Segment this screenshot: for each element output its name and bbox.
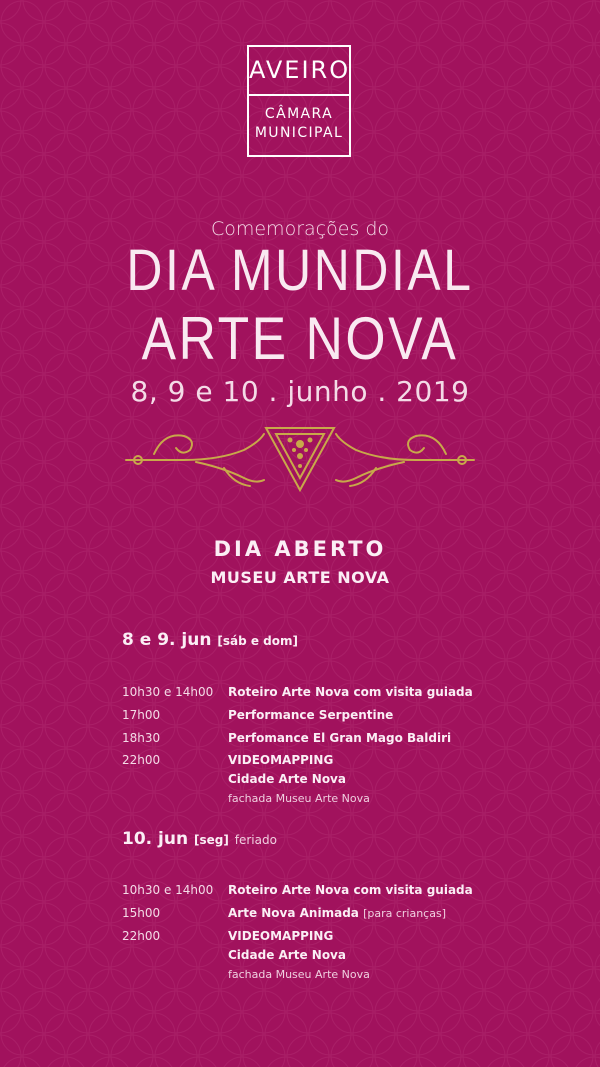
event-name: Performance Serpentine (228, 708, 394, 722)
schedule-time: 10h30 e 14h00 (122, 883, 214, 897)
event-dates: 8, 9 e 10 . junho . 2019 (130, 375, 470, 408)
schedule-time: 15h00 (122, 906, 161, 920)
schedule-time: 10h30 e 14h00 (122, 685, 214, 699)
logo-city: AVEIRO (249, 47, 349, 96)
schedule-event (228, 881, 558, 900)
day-heading (122, 630, 298, 650)
schedule-event (228, 751, 558, 808)
event-place: fachada Museu Arte Nova (228, 792, 370, 805)
art-nouveau-ornament (124, 422, 476, 494)
logo-org-line1: CÂMARA (264, 106, 334, 122)
event-venue: MUSEU ARTE NOVA (210, 568, 390, 587)
main-title-line2: ARTE NOVA (141, 305, 459, 372)
day-qualifier: [sáb e dom] (217, 634, 298, 648)
event-name: Perfomance El Gran Mago Baldiri (228, 731, 452, 745)
event-name-line2: Cidade Arte Nova (228, 948, 346, 962)
event-name-line2: Cidade Arte Nova (228, 772, 346, 786)
logo-organization (249, 96, 349, 143)
day-heading (122, 829, 277, 849)
schedule-event (228, 904, 558, 923)
day-label: 10. jun (122, 829, 189, 849)
logo-org-line2: MUNICIPAL (254, 125, 344, 141)
event-name: Arte Nova Animada (228, 906, 359, 920)
schedule-time: 22h00 (122, 929, 161, 943)
event-title: DIA ABERTO (213, 537, 387, 561)
event-name: Roteiro Arte Nova com visita guiada (228, 685, 473, 699)
event-name: Roteiro Arte Nova com visita guiada (228, 883, 473, 897)
day-label: 8 e 9. jun (122, 630, 212, 650)
schedule-event (228, 729, 558, 748)
day-qualifier: [seg] (194, 833, 229, 847)
schedule-time: 18h30 (122, 731, 161, 745)
event-name: VIDEOMAPPING (228, 753, 334, 767)
intro-text: Comemorações do (210, 218, 390, 240)
event-name: VIDEOMAPPING (228, 929, 334, 943)
schedule-event (228, 683, 558, 702)
event-place: fachada Museu Arte Nova (228, 968, 370, 981)
schedule-time: 22h00 (122, 753, 161, 767)
schedule-time: 17h00 (122, 708, 161, 722)
main-title-line1: DIA MUNDIAL (126, 238, 474, 303)
event-extra: [para crianças] (363, 907, 446, 920)
schedule-event (228, 927, 558, 984)
day-note: feriado (234, 833, 277, 847)
schedule-event (228, 706, 558, 725)
aveiro-logo (247, 45, 351, 157)
